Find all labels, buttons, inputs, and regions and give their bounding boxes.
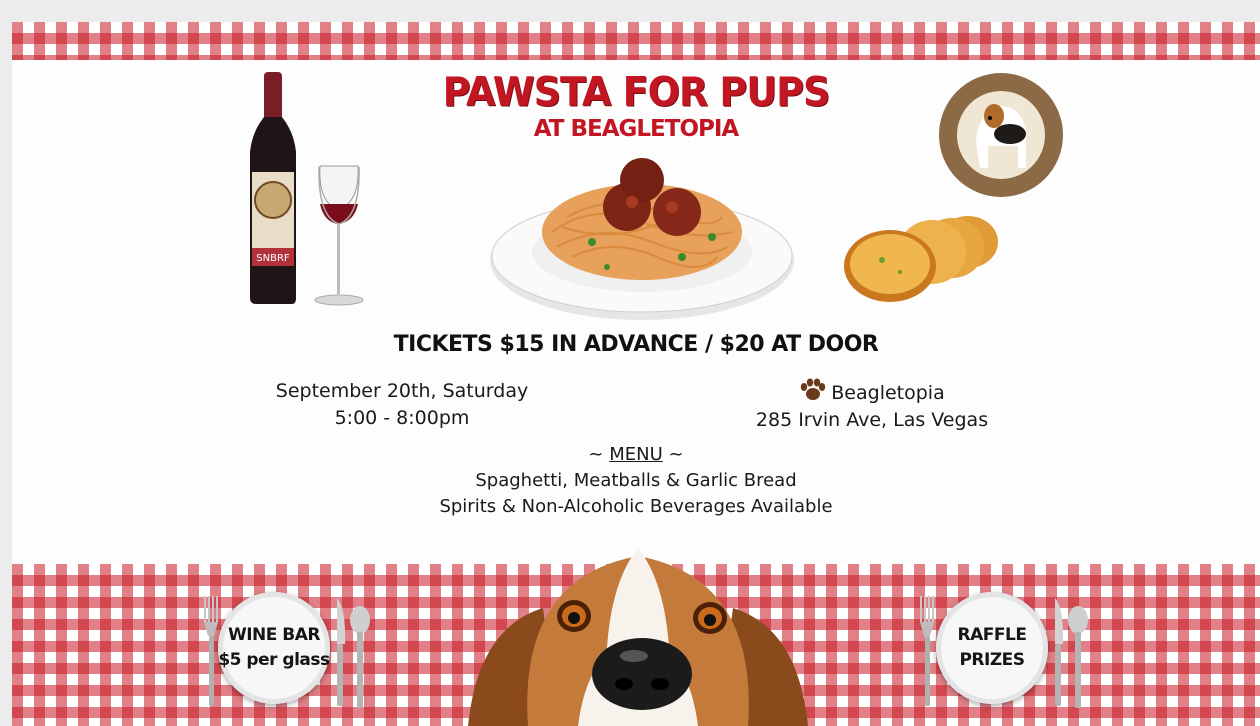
venue-address: 285 Irvin Ave, Las Vegas [755,409,989,431]
spaghetti-plate-illustration [482,152,802,322]
menu-drinks: Spirits & Non-Alcoholic Beverages Available [439,496,833,517]
rescue-foundation-logo [938,72,1064,198]
event-date: September 20th, Saturday [275,380,529,402]
bottle-label-text: SNBRF [256,253,290,264]
menu-food-items: Spaghetti, Meatballs & Garlic Bread [475,470,797,491]
event-poster [12,22,1260,726]
raffle-label: RAFFLE [957,625,1027,645]
event-title: PAWSTA FOR PUPS [442,68,830,116]
paw-icon [799,378,827,402]
menu-heading: MENU [609,444,663,465]
spoon-icon [348,606,372,710]
fork-icon [918,596,936,708]
wine-bar-price: $5 per glass [218,650,330,670]
raffle-prizes-label: PRIZES [959,650,1025,670]
date-time-block [252,378,552,432]
event-time: 5:00 - 8:00pm [334,407,470,429]
menu-block: ~ MENU ~ Spaghetti, Meatballs & Garlic Bread Spirits & Non-Alcoholic Beverages Available [12,442,1260,520]
event-subtitle: AT BEAGLETOPIA [533,116,739,142]
knife-icon [334,598,348,708]
knife-icon [1052,598,1066,708]
raffle-prizes-badge [936,592,1048,704]
top-tablecloth-band [12,22,1260,60]
wine-bar-label: WINE BAR [227,625,321,645]
wine-bar-badge [218,592,330,704]
garlic-bread-illustration [840,202,1010,307]
venue-name: Beagletopia [831,382,945,404]
venue-block [732,378,1012,434]
ticket-prices: TICKETS $15 IN ADVANCE / $20 AT DOOR [393,332,879,357]
beagle-dog-illustration [448,538,828,726]
spoon-icon [1066,606,1090,710]
